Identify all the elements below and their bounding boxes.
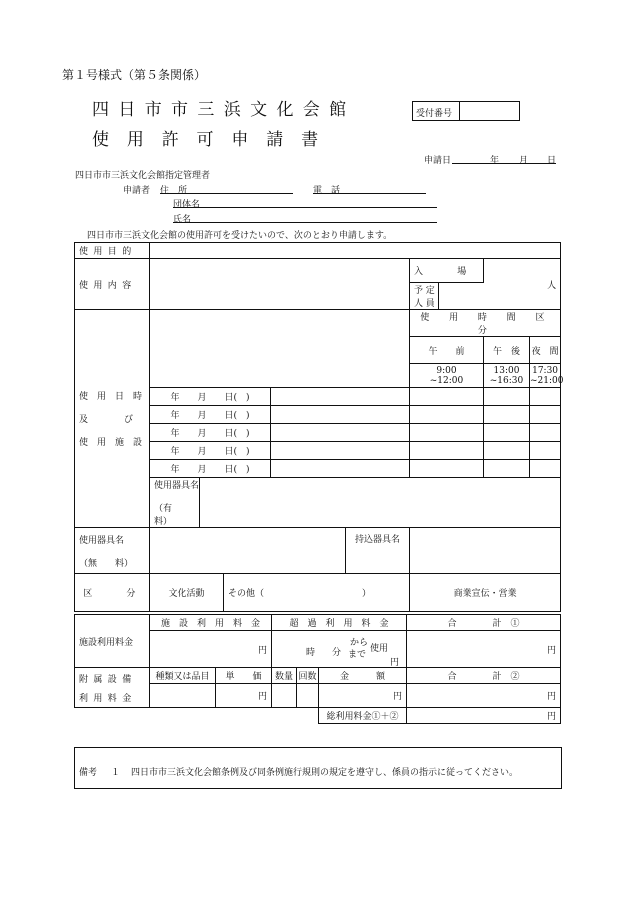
category-other-close: ） — [362, 589, 372, 599]
am-cell-3[interactable] — [410, 424, 484, 442]
night-cell-4[interactable] — [530, 442, 561, 460]
yen-2: 円 — [390, 658, 400, 668]
form-number: 第１号様式（第５条関係） — [62, 68, 207, 82]
group-name-label: 団体名 — [173, 200, 201, 210]
purpose-label: 使用目的 — [75, 243, 150, 259]
time-division-header: 使 用 時 間 区 分 — [410, 310, 561, 337]
period-night-start: 17:30 — [532, 365, 559, 376]
phone-field[interactable] — [313, 193, 426, 194]
apply-date-label: 申請日 — [424, 156, 452, 166]
equip-free-label-2: （無 料） — [79, 558, 134, 569]
datetime-facility-label — [75, 310, 150, 528]
amount-header: 金 額 — [319, 668, 407, 684]
amount-field[interactable] — [319, 684, 407, 708]
facility-fee-header: 施 設 利 用 料 金 — [150, 615, 272, 631]
unit-price-field[interactable] — [216, 684, 272, 708]
date-row-1[interactable]: 年 月 日( ) — [150, 388, 271, 406]
overtime-field[interactable] — [272, 631, 407, 668]
total1-field[interactable] — [407, 631, 561, 668]
intro-text: 四日市市三浜文化会館の使用許可を受けたいので、次のとおり申請します。 — [87, 231, 393, 241]
datetime-label-3: 使 用 施 設 — [79, 438, 143, 448]
unit-price-header: 単 価 — [216, 668, 272, 684]
month-label: 月 — [519, 156, 529, 166]
notes-number: １ — [111, 768, 121, 778]
period-night-label: 夜 間 — [530, 337, 561, 364]
yen-4: 円 — [258, 692, 268, 702]
equip-fee-label-2: 利用料金 — [79, 693, 137, 704]
count-field[interactable] — [297, 684, 319, 708]
facility-row-3[interactable] — [271, 424, 410, 442]
day-label: 日 — [547, 156, 557, 166]
period-pm-label: 午 後 — [484, 337, 530, 364]
addressee: 四日市市三浜文化会館指定管理者 — [75, 171, 211, 181]
category-other-label: その他（ — [228, 589, 265, 599]
period-am-start: 9:00 — [436, 365, 457, 376]
title-document: 使用許可申請書 — [92, 130, 336, 150]
night-cell-1[interactable] — [530, 388, 561, 406]
pm-cell-2[interactable] — [484, 406, 530, 424]
address-field[interactable] — [160, 193, 293, 194]
name-field[interactable] — [173, 222, 437, 223]
equip-fee-label — [75, 668, 150, 708]
equip-paid-label-2: （有 料） — [154, 504, 191, 527]
overtime-use: 使用 — [370, 644, 389, 654]
receipt-number-field[interactable] — [460, 101, 518, 119]
equip-paid-field[interactable] — [200, 478, 561, 528]
category-label: 区 分 — [75, 574, 150, 612]
category-culture[interactable]: 文化活動 — [150, 574, 224, 612]
overtime-header: 超 過 利 用 料 金 — [272, 615, 407, 631]
facility-fee-field[interactable] — [150, 631, 272, 668]
attendees-label-2: 予定人員 — [410, 283, 439, 310]
yen-5: 円 — [393, 692, 403, 702]
notes-text: 四日市市三浜文化会館条例及び同条例施行規則の規定を遵守し、係員の指示に従ってください。 — [131, 768, 519, 778]
period-am-time — [410, 364, 484, 388]
night-cell-3[interactable] — [530, 424, 561, 442]
date-row-4[interactable]: 年 月 日( ) — [150, 442, 271, 460]
content-field[interactable] — [150, 259, 410, 310]
period-am-label: 午 前 — [410, 337, 484, 364]
am-cell-4[interactable] — [410, 442, 484, 460]
applicant-label: 申請者 — [123, 186, 151, 196]
group-name-field[interactable] — [173, 207, 437, 208]
equip-paid-label — [150, 478, 200, 528]
period-pm-end: ~16:30 — [489, 375, 524, 386]
pm-cell-1[interactable] — [484, 388, 530, 406]
am-cell-5[interactable] — [410, 460, 484, 478]
period-pm-time — [484, 364, 530, 388]
grand-total-field[interactable] — [407, 708, 561, 724]
year-label: 年 — [490, 156, 500, 166]
equip-paid-label-1: 使用器具名 — [154, 481, 200, 491]
facility-row-5[interactable] — [271, 460, 410, 478]
equip-free-label-1: 使用器具名 — [79, 535, 125, 546]
phone-label: 電 話 — [313, 186, 341, 196]
am-cell-2[interactable] — [410, 406, 484, 424]
yen-7: 円 — [547, 712, 557, 722]
pm-cell-5[interactable] — [484, 460, 530, 478]
title-facility: 四日市市三浜文化会館 — [92, 100, 356, 120]
bring-in-label: 持込器具名 — [346, 528, 410, 574]
qty-header: 数量 — [272, 668, 297, 684]
attendees-unit: 人 — [547, 280, 557, 291]
pm-cell-4[interactable] — [484, 442, 530, 460]
overtime-min: 分 — [332, 648, 342, 658]
equip-free-field[interactable] — [150, 528, 346, 574]
notes-label: 備考 — [79, 768, 98, 778]
facility-fee-label: 施設利用料金 — [75, 615, 150, 668]
period-am-end: ~12:00 — [429, 375, 464, 386]
night-cell-5[interactable] — [530, 460, 561, 478]
kind-header: 種類又は品目 — [150, 668, 216, 684]
yen-1: 円 — [258, 645, 268, 656]
facility-row-2[interactable] — [271, 406, 410, 424]
overtime-to: まで — [348, 650, 367, 660]
period-night-end: ~21:00 — [530, 375, 564, 386]
overtime-hour: 時 — [306, 648, 316, 658]
category-commercial[interactable]: 商業宣伝・営業 — [410, 574, 561, 612]
notes-box — [74, 747, 562, 789]
purpose-field[interactable] — [150, 243, 561, 259]
application-table — [74, 242, 565, 612]
total1-header: 合 計 ① — [407, 615, 561, 631]
datetime-label-1: 使 用 日 時 — [79, 392, 143, 402]
category-other[interactable] — [224, 574, 410, 612]
attendees-label-1: 入 場 — [410, 259, 484, 283]
period-pm-start: 13:00 — [493, 365, 520, 376]
blank-area — [150, 310, 410, 388]
kind-field[interactable] — [150, 684, 216, 708]
content-label: 使用内容 — [75, 259, 150, 310]
qty-field[interactable] — [272, 684, 297, 708]
apply-date-field[interactable] — [452, 163, 556, 164]
name-label: 氏名 — [173, 215, 192, 225]
receipt-number-label: 受付番号 — [416, 109, 453, 119]
pm-cell-3[interactable] — [484, 424, 530, 442]
am-cell-1[interactable] — [410, 388, 484, 406]
count-header: 回数 — [297, 668, 319, 684]
datetime-label-2: 及 び — [79, 415, 134, 425]
address-label: 住 所 — [160, 186, 188, 196]
total2-header: 合 計 ② — [407, 668, 561, 684]
bring-in-field[interactable] — [410, 528, 561, 574]
grand-total-label: 総利用料金①＋② — [319, 708, 407, 724]
yen-3: 円 — [547, 645, 557, 656]
yen-6: 円 — [547, 692, 557, 702]
facility-row-1[interactable] — [271, 388, 410, 406]
date-row-2[interactable]: 年 月 日( ) — [150, 406, 271, 424]
attendees-field[interactable] — [484, 259, 561, 310]
overtime-from: から — [350, 638, 369, 648]
equip-fee-label-1: 附属設備 — [79, 674, 137, 685]
date-row-5[interactable]: 年 月 日( ) — [150, 460, 271, 478]
night-cell-2[interactable] — [530, 406, 561, 424]
fee-table — [74, 614, 561, 724]
equip-free-label — [75, 528, 150, 574]
period-night-time — [530, 364, 564, 388]
total2-field[interactable] — [407, 684, 561, 708]
facility-row-4[interactable] — [271, 442, 410, 460]
date-row-3[interactable]: 年 月 日( ) — [150, 424, 271, 442]
